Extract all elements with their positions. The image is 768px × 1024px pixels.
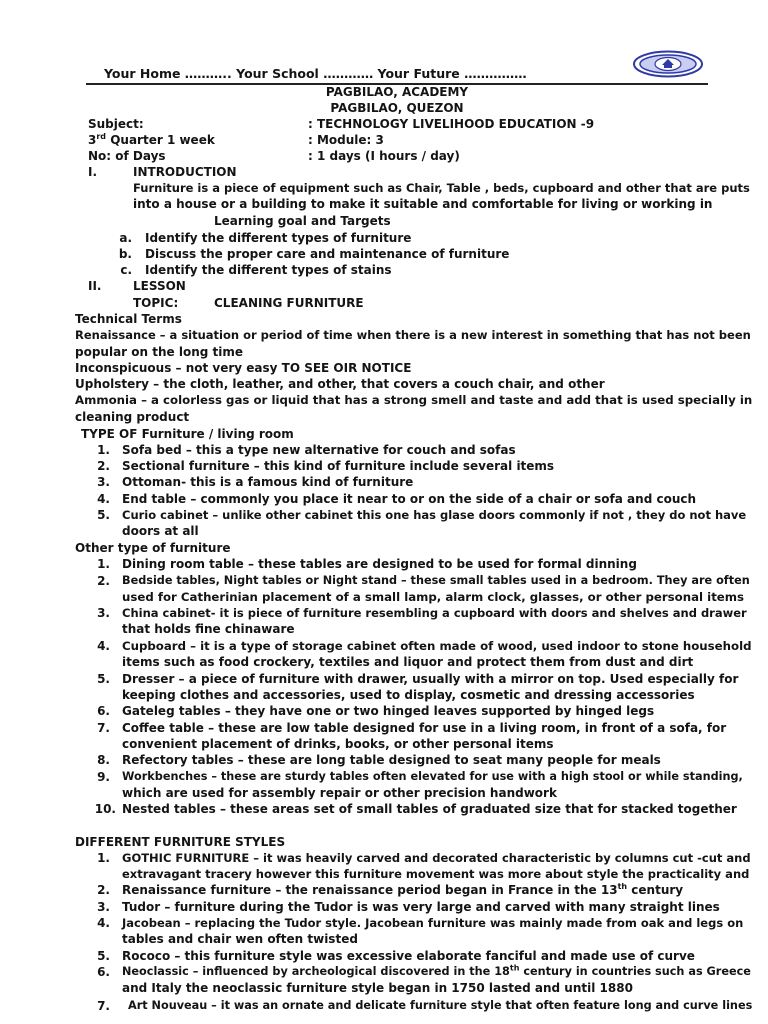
section-number-introduction: I. bbox=[88, 165, 98, 179]
goal-letter: b. bbox=[118, 247, 132, 261]
list-item: Nested tables – these areas set of small tables of graduated size that for stacked together bbox=[122, 802, 737, 816]
goal-letter: a. bbox=[119, 231, 132, 245]
style-item: Jacobean – replacing the Tudor style. Jacobean furniture was mainly made from oak and legs on bbox=[122, 916, 744, 930]
technical-terms-heading: Technical Terms bbox=[75, 312, 182, 326]
subject-value: : TECHNOLOGY LIVELIHOOD EDUCATION -9 bbox=[308, 117, 595, 131]
list-item-continued: items such as food crockery, textiles and liquor and protect them from dust and dirt bbox=[122, 655, 694, 669]
list-item: Bedside tables, Night tables or Night stand – these small tables used in a bedroom. They are often bbox=[122, 574, 750, 587]
style-item: Art Nouveau – it was an ornate and delicate furniture style that often feature long and curve lines bbox=[128, 999, 753, 1012]
style-item-continued: and Italy the neoclassic furniture style began in 1750 lasted and until 1880 bbox=[122, 981, 633, 995]
school-location: PAGBILAO, QUEZON bbox=[330, 101, 464, 115]
list-item-continued: which are used for assembly repair or other precision handwork bbox=[122, 786, 557, 800]
introduction-paragraph-line: Furniture is a piece of equipment such as Chair, Table , beds, cupboard and other that are puts bbox=[133, 181, 750, 195]
list-number: 1. bbox=[97, 557, 110, 571]
list-number: 7. bbox=[97, 999, 110, 1013]
list-number: 6. bbox=[97, 965, 110, 979]
list-number: 5. bbox=[97, 949, 110, 963]
list-number: 6. bbox=[97, 704, 110, 718]
style-item-continued: extravagant tracery however this furniture movement was more about style the practicality and bbox=[122, 867, 750, 881]
term-line: Ammonia – a colorless gas or liquid that has a strong smell and taste and add that is used specially in bbox=[75, 393, 753, 407]
list-item-continued: used for Catherinian placement of a small lamp, alarm clock, glasses, or other personal items bbox=[122, 590, 745, 604]
list-item: End table – commonly you place it near to or on the side of a chair or sofa and couch bbox=[122, 492, 697, 506]
goal-letter: c. bbox=[120, 263, 132, 277]
days-value: : 1 days (I hours / day) bbox=[308, 149, 460, 163]
list-item: Gateleg tables – they have one or two hinged leaves supported by hinged legs bbox=[122, 704, 655, 718]
list-item-continued: convenient placement of drinks, books, or other personal items bbox=[122, 737, 554, 751]
goal-item: Identify the different types of stains bbox=[145, 263, 392, 277]
list-item: Curio cabinet – unlike other cabinet this one has glase doors commonly if not , they do not have bbox=[122, 508, 747, 522]
list-number: 1. bbox=[97, 851, 110, 865]
list-item: Ottoman- this is a famous kind of furniture bbox=[122, 475, 414, 489]
introduction-heading: INTRODUCTION bbox=[133, 165, 237, 179]
subject-label: Subject: bbox=[88, 117, 144, 131]
list-number: 3. bbox=[97, 900, 110, 914]
list-number: 4. bbox=[97, 916, 110, 930]
list-number: 2. bbox=[97, 459, 110, 473]
introduction-paragraph-line: into a house or a building to make it suitable and comfortable for living or working in bbox=[133, 197, 713, 211]
list-number: 9. bbox=[97, 770, 110, 784]
list-number: 3. bbox=[97, 475, 110, 489]
list-item: Sofa bed – this a type new alternative for couch and sofas bbox=[122, 443, 516, 457]
quarter-label: 3rd Quarter 1 week bbox=[88, 132, 215, 147]
module-value: : Module: 3 bbox=[308, 133, 384, 147]
style-item-continued: tables and chair wen often twisted bbox=[122, 932, 358, 946]
list-item: Refectory tables – these are long table designed to seat many people for meals bbox=[122, 753, 661, 767]
goal-item: Identify the different types of furniture bbox=[145, 231, 412, 245]
list-item: China cabinet- it is piece of furniture resembling a cupboard with doors and shelves and drawer bbox=[122, 606, 747, 620]
term-line: cleaning product bbox=[75, 410, 190, 424]
section-number-lesson: II. bbox=[88, 279, 102, 293]
list-number: 5. bbox=[97, 508, 110, 522]
list-number: 10. bbox=[94, 802, 116, 816]
list-item: Dining room table – these tables are designed to be used for formal dinning bbox=[122, 557, 637, 571]
list-item: Cupboard – it is a type of storage cabinet often made of wood, used indoor to stone household bbox=[122, 639, 752, 653]
style-item: Renaissance furniture – the renaissance period began in France in the 13th century bbox=[122, 882, 684, 897]
list-number: 4. bbox=[97, 492, 110, 506]
term-line: Renaissance – a situation or period of time when there is a new interest in something that has not been bbox=[75, 328, 751, 342]
school-motto: Your Home ……….. Your School ………… Your Future …………… bbox=[104, 66, 527, 81]
style-item: Tudor – furniture during the Tudor is was very large and carved with many straight lines bbox=[122, 900, 720, 914]
term-line: popular on the long time bbox=[75, 345, 243, 359]
topic-value: CLEANING FURNITURE bbox=[214, 296, 364, 310]
school-seal-logo bbox=[632, 50, 704, 78]
term-line: Upholstery – the cloth, leather, and other, that covers a couch chair, and other bbox=[75, 377, 605, 391]
furniture-styles-heading: DIFFERENT FURNITURE STYLES bbox=[75, 835, 286, 849]
goal-item: Discuss the proper care and maintenance of furniture bbox=[145, 247, 510, 261]
list-item: Workbenches – these are sturdy tables often elevated for use with a high stool or while standing, bbox=[122, 770, 743, 783]
list-number: 3. bbox=[97, 606, 110, 620]
list-number: 1. bbox=[97, 443, 110, 457]
list-number: 4. bbox=[97, 639, 110, 653]
list-item-continued: that holds fine chinaware bbox=[122, 622, 295, 636]
list-number: 5. bbox=[97, 672, 110, 686]
style-item: GOTHIC FURNITURE – it was heavily carved and decorated characteristic by columns cut -cut and bbox=[122, 851, 751, 865]
list-item: Dresser – a piece of furniture with drawer, usually with a mirror on top. Used especially for bbox=[122, 672, 739, 686]
list-number: 2. bbox=[97, 883, 110, 897]
lesson-heading: LESSON bbox=[133, 279, 186, 293]
list-item: Coffee table – these are low table designed for use in a living room, in front of a sofa, for bbox=[122, 721, 727, 735]
learning-goals-heading: Learning goal and Targets bbox=[214, 214, 391, 228]
list-item-continued: keeping clothes and accessories, used to display, cosmetic and dressing accessories bbox=[122, 688, 695, 702]
days-label: No: of Days bbox=[88, 149, 166, 163]
list-number: 7. bbox=[97, 721, 110, 735]
list-number: 8. bbox=[97, 753, 110, 767]
other-furniture-heading: Other type of furniture bbox=[75, 541, 231, 555]
style-item: Neoclassic – influenced by archeological discovered in the 18th century in countries such as Greece bbox=[122, 963, 751, 978]
list-number: 2. bbox=[97, 574, 110, 588]
living-room-furniture-heading: TYPE OF Furniture / living room bbox=[81, 427, 294, 441]
list-item-continued: doors at all bbox=[122, 524, 199, 538]
style-item: Rococo – this furniture style was excessive elaborate fanciful and made use of curve bbox=[122, 949, 695, 963]
topic-label: TOPIC: bbox=[133, 296, 179, 310]
school-name: PAGBILAO, ACADEMY bbox=[325, 85, 469, 99]
list-item: Sectional furniture – this kind of furniture include several items bbox=[122, 459, 555, 473]
term-line: Inconspicuous – not very easy TO SEE OIR NOTICE bbox=[75, 361, 412, 375]
